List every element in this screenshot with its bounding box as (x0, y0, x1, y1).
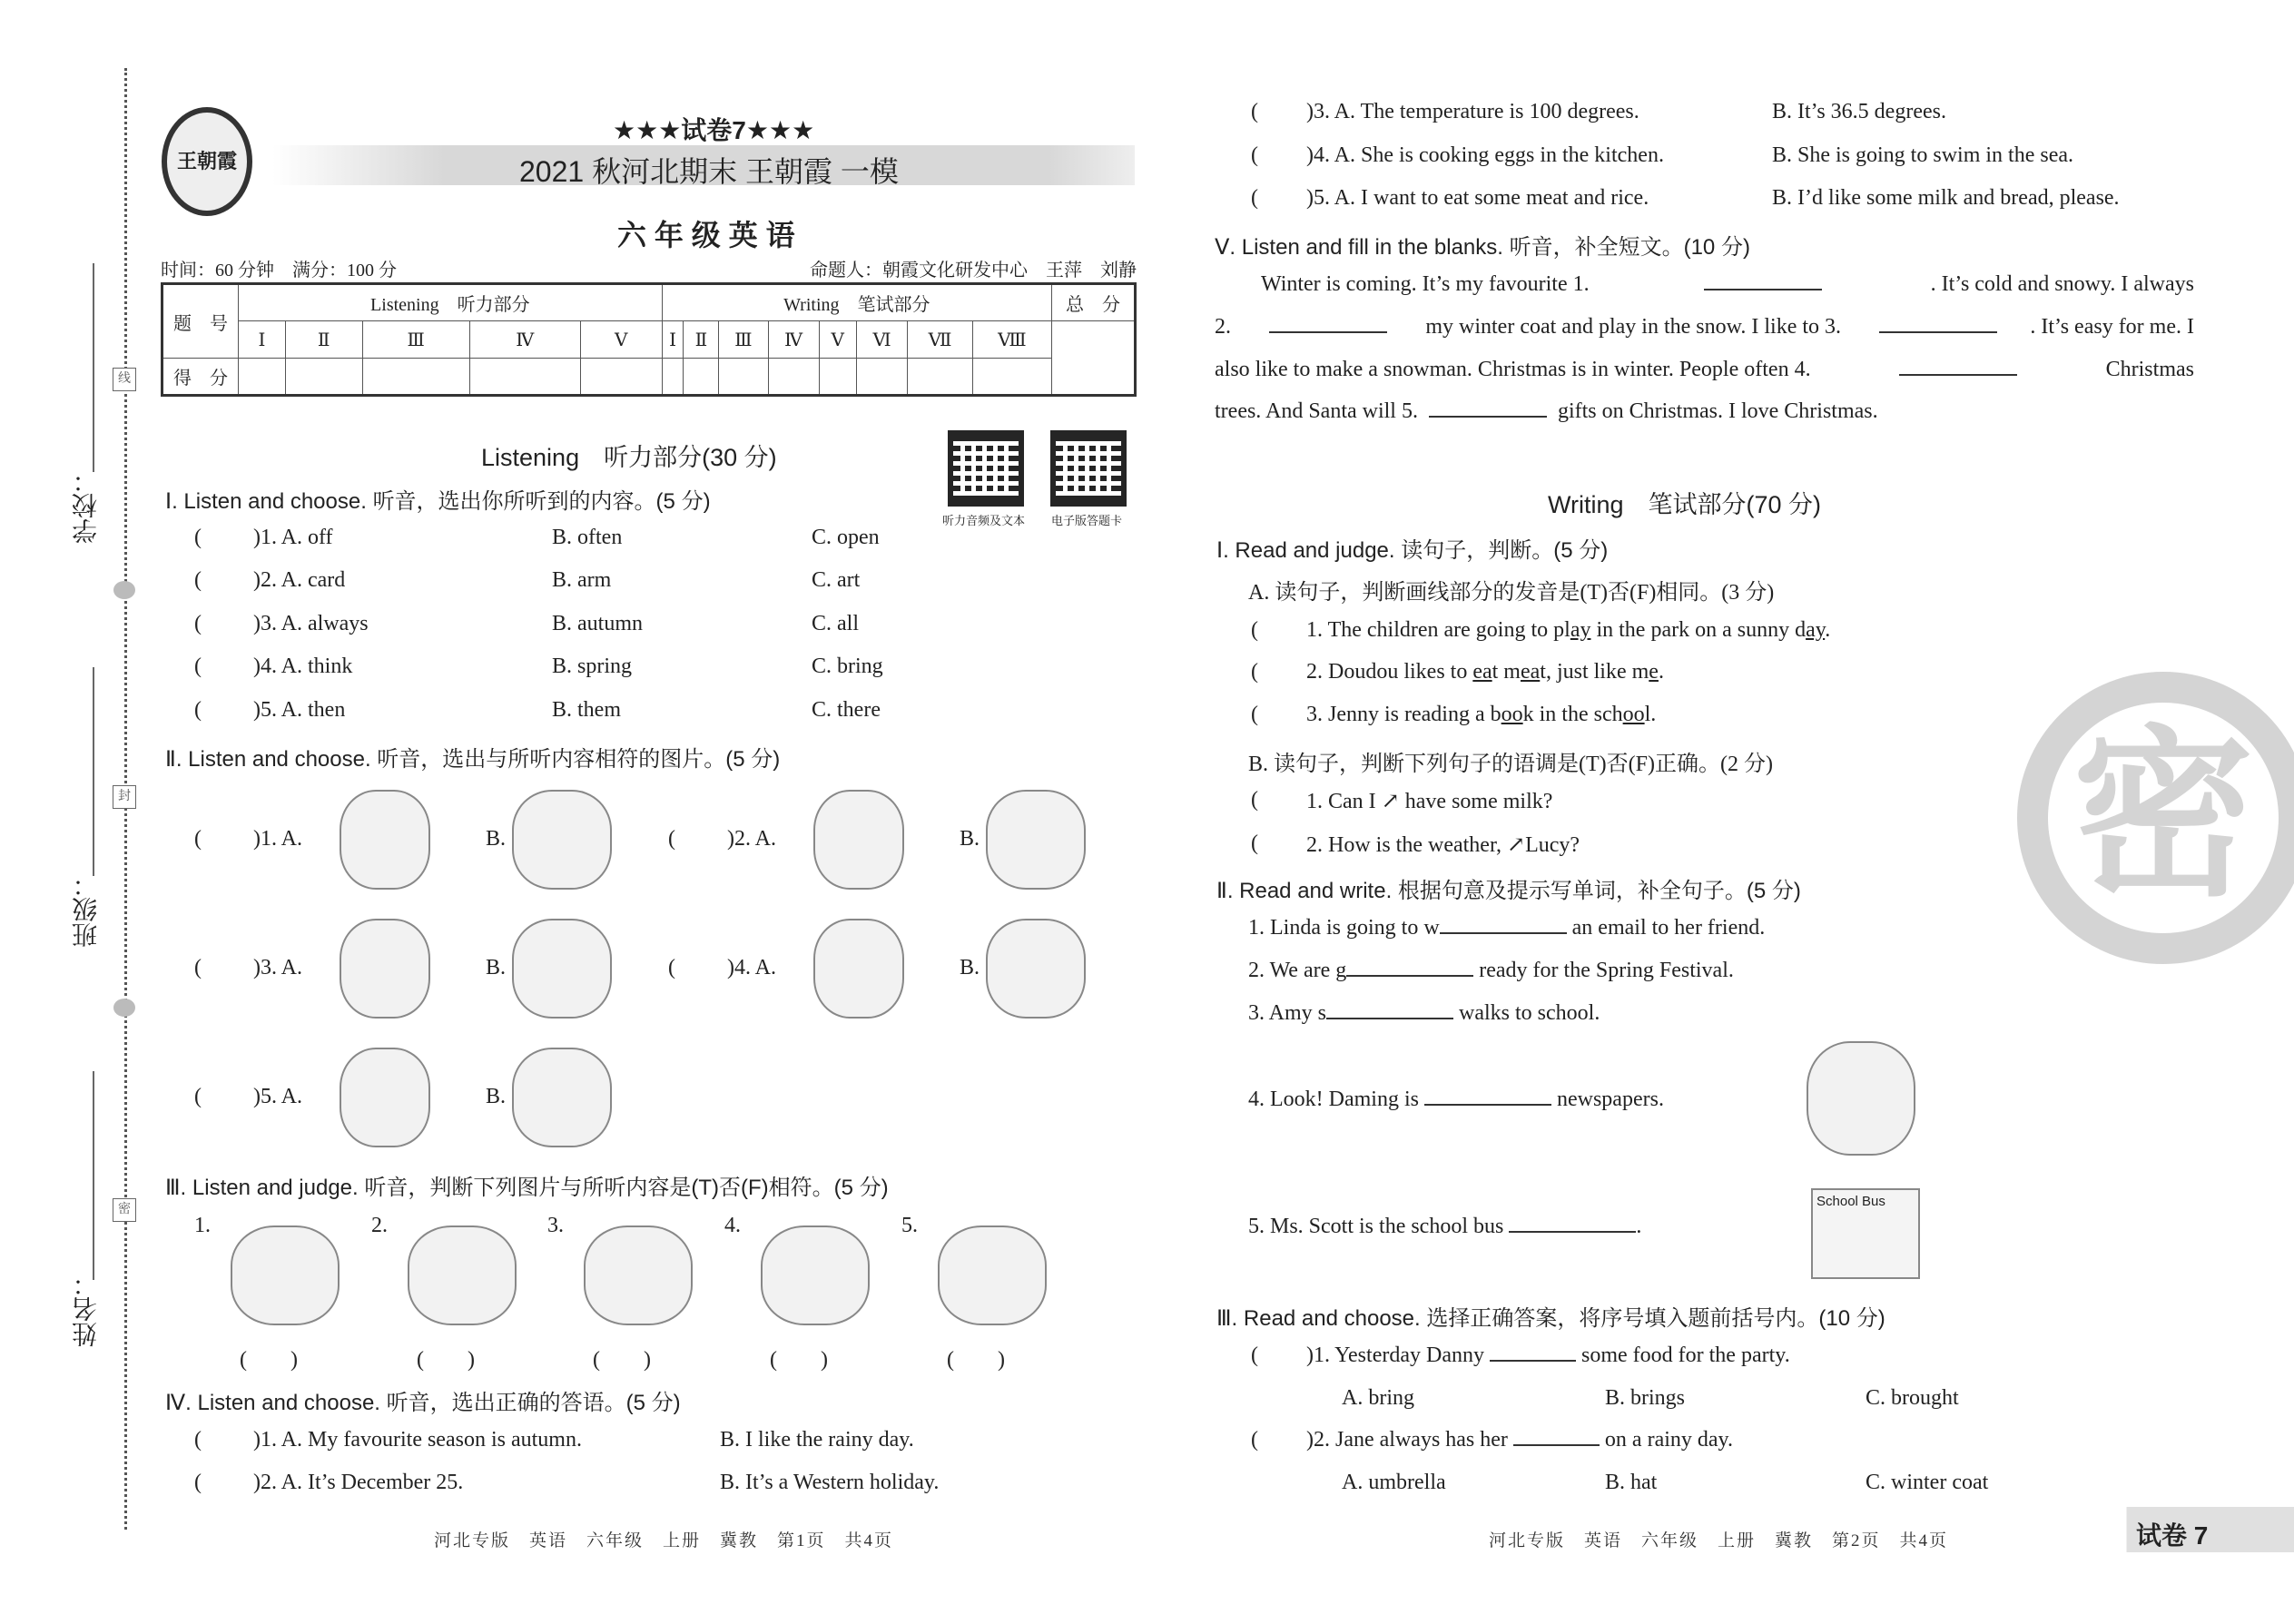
section-title: Ⅱ. Read and write. 根据句意及提示写单词，补全句子。(5 分) (1216, 879, 1801, 903)
fill-blank[interactable] (1704, 272, 1822, 290)
class-line (93, 667, 94, 876)
option: B. autumn (552, 612, 643, 635)
score-cell[interactable] (856, 359, 907, 396)
col-number: Ⅷ (972, 321, 1051, 359)
answer-paren[interactable]: ( ) (770, 1348, 828, 1372)
write-sentence (1248, 916, 1765, 940)
subsection-title: A. 读句子，判断画线部分的发音是(T)否(F)相同。(3 分) (1248, 581, 1775, 605)
option: B. arm (552, 568, 612, 592)
passage-line (1215, 315, 2194, 340)
passage-line (1261, 272, 2194, 297)
seal-mark: 封 (113, 785, 136, 809)
answer-blank[interactable] (1440, 916, 1567, 934)
option: C. art (812, 568, 861, 592)
score-cell[interactable] (819, 359, 856, 396)
fill-blank[interactable] (1879, 315, 1997, 333)
underlined-letters: oo (1622, 703, 1645, 726)
passage-text: Christmas (2100, 358, 2194, 381)
col-number: Ⅰ (662, 321, 684, 359)
picture-option-b (986, 919, 1086, 1019)
picture-option-a (340, 1048, 430, 1147)
writing-heading: Writing 笔试部分(70 分) (1548, 491, 1822, 518)
boy-reading-picture (1807, 1041, 1915, 1156)
sentence-text: 2. We are g (1248, 959, 1347, 982)
picture-option-b (512, 790, 612, 890)
picture-option-a (340, 919, 430, 1019)
option-b-label: B. (960, 827, 980, 851)
answer-paren[interactable]: ( (194, 568, 202, 592)
option-a: )4. A. She is cooking eggs in the kitchen. (1306, 143, 1664, 167)
subsection-title: B. 读句子，判断下列句子的语调是(T)否(F)正确。(2 分) (1248, 753, 1773, 776)
class-label: 班级： (73, 871, 101, 948)
question-label: )5. A. (253, 1085, 302, 1108)
sentence-text: some food for the party. (1575, 1343, 1790, 1367)
writing-header: Writing 笔试部分 (662, 284, 1051, 321)
col-number: Ⅵ (856, 321, 907, 359)
answer-paren[interactable]: ( (194, 612, 202, 635)
score-cell[interactable] (662, 359, 684, 396)
score-table (161, 282, 1137, 397)
brand-logo: 王朝霞 (162, 107, 252, 216)
question-label: )4. A. (727, 956, 776, 979)
option-b: B. I’d like some milk and bread, please. (1772, 186, 2120, 210)
write-sentence (1248, 1001, 1600, 1026)
sentence-text: walks to school. (1453, 1001, 1600, 1025)
question-label: )3. A. (253, 956, 302, 979)
picture-option-a (340, 790, 430, 890)
answer-paren[interactable]: ( (194, 1085, 202, 1108)
answer-paren[interactable]: ( (668, 956, 675, 979)
col-number: Ⅱ (285, 321, 362, 359)
footer-page-2: 河北专版 英语 六年级 上册 冀教 第2页 共4页 (1489, 1531, 1949, 1550)
passage-text: 2. (1215, 315, 1236, 339)
score-cell[interactable] (768, 359, 819, 396)
school-line (93, 263, 94, 472)
answer-paren[interactable]: ( ) (417, 1348, 475, 1372)
col-number: Ⅴ (580, 321, 662, 359)
option-b: B. It’s 36.5 degrees. (1772, 100, 1946, 123)
answer-paren[interactable]: ( ) (593, 1348, 651, 1372)
passage-line (1215, 399, 2194, 424)
question-option-a: )5. A. then (253, 698, 346, 722)
answer-paren[interactable]: ( (1251, 100, 1258, 123)
confidential-watermark: 密 (2017, 672, 2294, 964)
score-cell[interactable] (972, 359, 1051, 396)
fill-blank[interactable] (1429, 399, 1547, 418)
score-cell[interactable] (285, 359, 362, 396)
total-header: 总 分 (1052, 284, 1136, 321)
option-a: )1. A. My favourite season is autumn. (253, 1428, 582, 1452)
score-cell[interactable] (580, 359, 662, 396)
sentence-text: 1. The children are going to pl (1306, 618, 1570, 642)
answer-paren[interactable]: ( (1251, 186, 1258, 210)
option-b-label: B. (960, 956, 980, 979)
option-b: B. She is going to swim in the sea. (1772, 143, 2073, 167)
answer-blank (1513, 1428, 1600, 1446)
paper-title: 2021 秋河北期末 王朝霞 一模 (519, 155, 899, 188)
qr-code-audio[interactable] (948, 430, 1024, 507)
picture-option-a (813, 919, 904, 1019)
sentence-text: 4. Look! Daming is (1248, 1088, 1424, 1111)
fill-blank[interactable] (1899, 358, 2017, 376)
choice-option: A. bring (1342, 1386, 1414, 1410)
judge-picture (584, 1225, 693, 1325)
option: B. often (552, 526, 623, 549)
listening-heading: Listening 听力部分(30 分) (481, 444, 777, 471)
qr-caption: 电子版答题卡 (1051, 514, 1123, 527)
section-title: Ⅴ. Listen and fill in the blanks. 听音，补全短文。(10 分) (1215, 235, 1750, 260)
answer-paren[interactable]: ( (194, 956, 202, 979)
sentence-text: 1. Linda is going to w (1248, 916, 1440, 940)
answer-blank (1490, 1343, 1576, 1362)
answer-paren[interactable]: ( (1251, 703, 1258, 726)
sentence-text: . (1636, 1215, 1642, 1238)
footer-page-1: 河北专版 英语 六年级 上册 冀教 第1页 共4页 (434, 1531, 894, 1550)
choice-option: C. brought (1866, 1386, 1959, 1410)
write-sentence (1248, 959, 1734, 983)
name-line (93, 1071, 94, 1280)
sentence-text: in the park on a sunny d (1590, 618, 1807, 642)
fill-blank[interactable] (1269, 315, 1387, 333)
answer-paren[interactable]: ( (1251, 143, 1258, 167)
total-score-cell[interactable] (1052, 321, 1136, 396)
qr-caption: 听力音频及文本 (942, 514, 1026, 527)
sentence-text: l. (1644, 703, 1657, 726)
section-title: Ⅲ. Listen and judge. 听音，判断下列图片与所听内容是(T)否(F)相符。(5 分) (165, 1176, 889, 1200)
intonation-sentence: 1. Can I ↗ have some milk? (1306, 790, 1553, 813)
answer-paren[interactable]: ( (1251, 618, 1258, 642)
question-number: 2. (371, 1214, 388, 1237)
judge-sentence (1306, 703, 1656, 727)
passage-text: . It’s easy for me. I (2030, 315, 2194, 339)
underlined-letters: ea (1520, 660, 1541, 684)
option: C. bring (812, 655, 883, 678)
question-option-a: )1. A. off (253, 526, 333, 549)
question-sentence (1306, 1343, 1790, 1368)
score-cell[interactable] (362, 359, 469, 396)
sentence-text: 2. Doudou likes to (1306, 660, 1473, 684)
answer-paren[interactable]: ( (194, 827, 202, 851)
picture-option-b (512, 1048, 612, 1147)
option-a: )5. A. I want to eat some meat and rice. (1306, 186, 1649, 210)
sentence-text: 3. Amy s (1248, 1001, 1327, 1025)
passage-text: trees. And Santa will 5. (1215, 399, 1423, 423)
option: C. all (812, 612, 859, 635)
score-cell[interactable] (239, 359, 286, 396)
label-question-number: 题 号 (162, 284, 239, 359)
seal-mark: 密 (113, 1198, 136, 1222)
sentence-text: newspapers. (1551, 1088, 1664, 1111)
answer-paren[interactable]: ( (194, 526, 202, 549)
underlined-letters: ay (1806, 618, 1826, 642)
answer-paren[interactable]: ( (1251, 1343, 1258, 1367)
option-b-label: B. (486, 1085, 507, 1108)
label-score: 得 分 (162, 359, 239, 396)
question-label: )1. A. (253, 827, 302, 851)
passage-text: also like to make a snowman. Christmas is in winter. People often 4. (1215, 358, 1816, 381)
question-option-a: )2. A. card (253, 568, 346, 592)
exam-time: 时间：60 分钟 满分：100 分 (161, 261, 397, 281)
score-cell[interactable] (719, 359, 768, 396)
sentence-text: . (1825, 618, 1831, 642)
answer-paren[interactable]: ( (1251, 832, 1258, 855)
question-number: 5. (901, 1214, 918, 1237)
choice-option: B. brings (1605, 1386, 1686, 1410)
answer-blank[interactable] (1326, 1001, 1453, 1019)
question-number: 3. (547, 1214, 564, 1237)
school-label: 学校： (73, 468, 101, 544)
question-number: 1. (194, 1214, 211, 1237)
score-cell[interactable] (908, 359, 973, 396)
option: B. them (552, 698, 621, 722)
underlined-letters: e (1649, 660, 1659, 684)
option-b: B. I like the rainy day. (720, 1428, 914, 1452)
answer-paren[interactable]: ( (668, 827, 675, 851)
question-option-a: )3. A. always (253, 612, 369, 635)
choice-option: C. winter coat (1866, 1471, 1989, 1494)
answer-paren[interactable]: ( ) (240, 1348, 298, 1372)
answer-paren[interactable]: ( (194, 1428, 202, 1452)
picture-option-a (813, 790, 904, 890)
sentence-text: )2. Jane always has her (1306, 1428, 1513, 1452)
col-number: Ⅲ (362, 321, 469, 359)
choice-option: A. umbrella (1342, 1471, 1446, 1494)
answer-paren[interactable]: ( (1251, 1428, 1258, 1452)
section-title: Ⅰ. Read and judge. 读句子，判断。(5 分) (1216, 538, 1609, 563)
col-number: Ⅶ (908, 321, 973, 359)
sentence-text: )1. Yesterday Danny (1306, 1343, 1490, 1367)
answer-paren[interactable]: ( (194, 698, 202, 722)
answer-paren[interactable]: ( (194, 655, 202, 678)
school-bus-picture: School Bus (1811, 1188, 1920, 1279)
question-sentence (1306, 1428, 1733, 1452)
section-title: Ⅱ. Listen and choose. 听音，选出与所听内容相符的图片。(5 分) (165, 747, 781, 772)
col-number: Ⅳ (469, 321, 580, 359)
score-cell[interactable] (469, 359, 580, 396)
picture-option-b (512, 919, 612, 1019)
qr-code-answer-sheet[interactable] (1050, 430, 1127, 507)
judge-picture (938, 1225, 1047, 1325)
intonation-sentence: 2. How is the weather, ↗Lucy? (1306, 833, 1580, 857)
question-option-a: )4. A. think (253, 655, 353, 678)
answer-paren[interactable]: ( ) (947, 1348, 1005, 1372)
sentence-text: 5. Ms. Scott is the school bus (1248, 1215, 1510, 1238)
sentence-text: . (1658, 660, 1664, 684)
sentence-text: an email to her friend. (1566, 916, 1766, 940)
answer-paren[interactable]: ( (194, 1471, 202, 1494)
sentence-text: 3. Jenny is reading a b (1306, 703, 1501, 726)
write-sentence (1248, 1215, 1641, 1239)
sentence-text: ready for the Spring Festival. (1473, 959, 1734, 982)
option-b-label: B. (486, 827, 507, 851)
listening-header: Listening 听力部分 (239, 284, 663, 321)
option-a: )2. A. It’s December 25. (253, 1471, 464, 1494)
passage-text: my winter coat and play in the snow. I like to 3. (1420, 315, 1847, 339)
name-label: 姓名： (73, 1271, 101, 1347)
write-sentence (1248, 1088, 1664, 1112)
exam-authors: 命题人：朝霞文化研发中心 王萍 刘静 (810, 261, 1137, 281)
section-title: Ⅰ. Listen and choose. 听音，选出你所听到的内容。(5 分) (165, 489, 711, 514)
option-b: B. It’s a Western holiday. (720, 1471, 940, 1494)
section-title: Ⅲ. Read and choose. 选择正确答案，将序号填入题前括号内。(10 分) (1216, 1306, 1885, 1331)
question-number: 4. (724, 1214, 741, 1237)
underlined-letters: ea (1472, 660, 1492, 684)
judge-picture (408, 1225, 517, 1325)
option: C. open (812, 526, 880, 549)
passage-text: Winter is coming. It’s my favourite 1. (1261, 272, 1595, 296)
sentence-text: on a rainy day. (1599, 1428, 1733, 1452)
subject-title: 六 年 级 英 语 (617, 219, 795, 251)
option-b-label: B. (486, 956, 507, 979)
scissors-icon (113, 581, 135, 599)
choice-option: B. hat (1605, 1471, 1658, 1494)
option-a: )3. A. The temperature is 100 degrees. (1306, 100, 1639, 123)
answer-blank[interactable] (1509, 1215, 1636, 1233)
answer-paren[interactable]: ( (1251, 660, 1258, 684)
score-cell[interactable] (684, 359, 719, 396)
col-number: Ⅰ (239, 321, 286, 359)
col-number: Ⅳ (768, 321, 819, 359)
passage-line (1215, 358, 2194, 382)
paper-number: ★★★试卷7★★★ (613, 116, 815, 144)
answer-paren[interactable]: ( (1251, 788, 1258, 812)
underlined-letters: oo (1501, 703, 1523, 726)
paper-tag: 试卷 7 (2136, 1521, 2209, 1550)
sentence-text: k in the sch (1522, 703, 1623, 726)
picture-option-b (986, 790, 1086, 890)
judge-sentence (1306, 618, 1830, 643)
option: B. spring (552, 655, 633, 678)
underlined-letters: ay (1570, 618, 1591, 642)
seal-mark: 线 (113, 368, 136, 391)
passage-text: gifts on Christmas. I love Christmas. (1551, 399, 1878, 423)
scissors-icon (113, 999, 135, 1017)
answer-blank[interactable] (1424, 1088, 1551, 1106)
question-label: )2. A. (727, 827, 776, 851)
section-title: Ⅳ. Listen and choose. 听音，选出正确的答语。(5 分) (165, 1391, 681, 1415)
judge-picture (231, 1225, 340, 1325)
col-number: Ⅱ (684, 321, 719, 359)
col-number: Ⅲ (719, 321, 768, 359)
col-number: Ⅴ (819, 321, 856, 359)
passage-text: . It’s cold and snowy. I always (1930, 272, 2194, 296)
judge-sentence (1306, 660, 1664, 684)
sentence-text: t, just like m (1540, 660, 1649, 684)
sentence-text: t m (1492, 660, 1521, 684)
answer-blank[interactable] (1346, 959, 1473, 977)
option: C. there (812, 698, 881, 722)
judge-picture (761, 1225, 870, 1325)
